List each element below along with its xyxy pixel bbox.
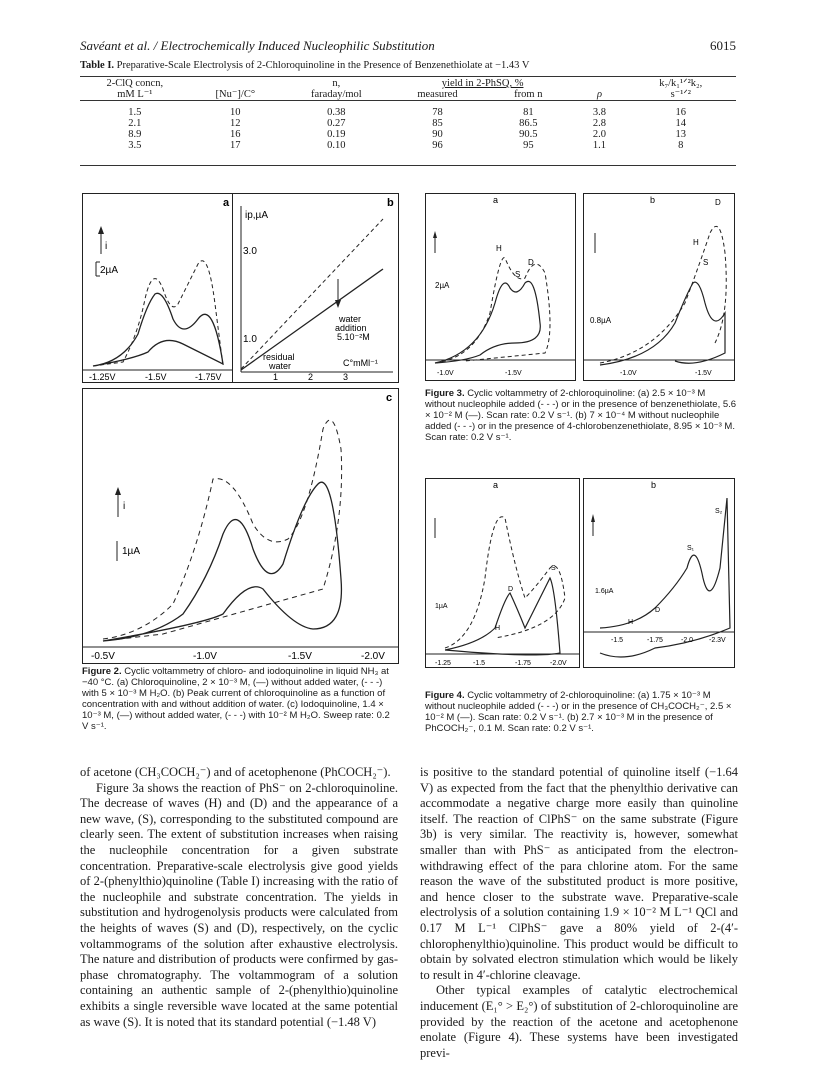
table-cell: 17 <box>230 140 241 151</box>
y-tick: 1.0 <box>243 334 257 345</box>
wave-label-d: D <box>528 258 534 267</box>
figure4 <box>425 478 735 668</box>
tick-label: -1.0V <box>620 370 637 377</box>
panel-letter: b <box>650 195 656 205</box>
caption-label: Figure 3. <box>425 388 465 399</box>
caption-label: Figure 4. <box>425 690 465 701</box>
tick-label: -2.0 <box>681 637 694 644</box>
scale-bar: 0.8µA <box>590 316 612 325</box>
table-cell: 2.8 <box>592 118 607 129</box>
wave-label-s: S <box>515 270 521 279</box>
th-from-n: from n <box>514 89 543 100</box>
table-cell: 1.5 <box>128 107 142 118</box>
wave-label-d: D <box>655 607 661 614</box>
scale-bar: 2µA <box>435 281 450 290</box>
th-ratio: [Nu⁻]/C° <box>215 89 256 100</box>
annotation: 5.10⁻²M <box>337 332 370 342</box>
table-top-rule <box>80 76 736 77</box>
tick-label: -1.0V <box>437 370 454 377</box>
tick-label: -1.75 <box>647 637 663 644</box>
x-tick: 2 <box>308 372 314 382</box>
th-n: n, <box>332 78 341 89</box>
table-cell: 90.5 <box>519 129 538 140</box>
table-cell: 8 <box>678 140 684 151</box>
caption-text: Cyclic voltammetry of 2-chloroquinoline: (a) 2.5 × 10⁻³ M without nucleophile added (- - -) or in the presence of benzenethiolate, 5.6 × 10⁻² M (—). Scan rate: 0.2 V s⁻¹. (b) 7 × 10⁻⁴ M without nucleophile added (- - -) or in the presence of 4-chlorobenzenethiolate, 8.95 × 10⁻³ M. Scan rate: 0.2 V s⁻¹. <box>425 388 737 443</box>
tick-label: -1.5V <box>695 370 712 377</box>
table-cell: 0.19 <box>327 129 346 140</box>
table-caption-text: Preparative-Scale Electrolysis of 2-Chloroquinoline in the Presence of Benzenethiolate at −1.43 V <box>114 60 530 71</box>
table-cell: 1.1 <box>592 140 607 151</box>
tick-label: -1.25V <box>89 372 116 382</box>
table-header-row-1 <box>80 78 736 89</box>
tick-label: -2.3V <box>709 637 726 644</box>
caption-text: Cyclic voltammetry of 2-chloroquinoline: (a) 1.75 × 10⁻³ M without nucleophile added (- - -) or in the presence of CH₃COCH₂⁻, 2.5 × 10⁻² M (—). Scan rate: 0.2 V s⁻¹. (b) 2.7 × 10⁻³ M in the presence of PhCOCH₂⁻, 0.1 M. Scan rate: 0.2 V s⁻¹. <box>425 690 732 734</box>
figure4-caption <box>425 690 737 734</box>
table-cell: 81 <box>523 107 534 118</box>
table-header-row-2 <box>80 89 736 101</box>
panel-letter: c <box>386 392 393 404</box>
panel-letter: a <box>493 195 499 205</box>
table-row <box>80 140 736 151</box>
y-axis-label: ip,µA <box>245 210 268 221</box>
table-row <box>80 107 736 118</box>
scale-bar: 1.6µA <box>595 588 614 595</box>
th-conc: 2-ClQ concn, <box>106 78 164 89</box>
running-title: Savéant et al. / Electrochemically Induced Nucleophilic Substitution <box>80 38 435 53</box>
body-column-left <box>80 765 398 1030</box>
table-1 <box>80 78 736 151</box>
panel-letter: b <box>387 197 394 209</box>
table-bottom-rule <box>80 165 736 166</box>
caption-label: Figure 2. <box>82 666 122 677</box>
x-tick: 3 <box>343 372 349 382</box>
th-n-unit: faraday/mol <box>311 89 362 100</box>
paragraph: Other typical examples of catalytic electrochemical inducement (E₁° > E₂°) of substitution of 2-chloroquinoline are provided by the reaction of the acetone and acetophenone enolate (Figure 4). These systems have been investigated previ- <box>420 983 738 1060</box>
table-cell: 13 <box>675 129 686 140</box>
page-number: 6015 <box>710 38 736 53</box>
scale-bar: 2µA <box>100 265 118 276</box>
table-cell: 0.27 <box>327 118 346 129</box>
table-cell: 16 <box>675 107 686 118</box>
panel-letter: b <box>651 480 657 490</box>
y-tick: 3.0 <box>243 246 257 257</box>
wave-label-s: S <box>703 258 709 267</box>
table-row <box>80 118 736 129</box>
i-label: i <box>105 241 108 252</box>
th-measured: measured <box>417 89 458 100</box>
table-cell: 86.5 <box>519 118 538 129</box>
table-caption <box>80 60 529 71</box>
figure2-panel-c <box>82 388 399 664</box>
tick-label: -1.25 <box>435 660 451 667</box>
wave-label-s: S <box>551 565 556 572</box>
table-row <box>80 129 736 140</box>
table-cell: 0.38 <box>327 107 346 118</box>
table-cell: 0.10 <box>327 140 346 151</box>
figure2-panel-a <box>82 193 234 383</box>
tick-label: -1.0V <box>193 651 217 662</box>
th-k-unit: s⁻¹ᐟ² <box>670 89 691 100</box>
scale-bar: 1µA <box>435 603 448 610</box>
tick-label: -2.0V <box>550 660 567 667</box>
wave-label-s1: S₁ <box>687 545 695 552</box>
annotation: addition <box>335 323 367 333</box>
table-cell: 8.9 <box>128 129 142 140</box>
i-label: i <box>123 501 126 512</box>
table-caption-label: Table I. <box>80 60 115 71</box>
wave-label-h: H <box>693 238 699 247</box>
caption-text: Cyclic voltammetry of chloro- and iodoquinoline in liquid NH₃ at −40 °C. (a) Chloroquinoline, 2 × 10⁻³ M, (—) without added water, (- - -) with 5 × 10⁻³ M H₂O. (b) Peak current of chloroquinoline as a function of concentration with and without addition of water. (c) Iodoquinoline, 1.4 × 10⁻³ M, (—) without added water, (- - -) with 10⁻² M H₂O. Sweep rate: 0.2 V s⁻¹. <box>82 666 390 732</box>
annotation: water <box>339 314 362 324</box>
panel-letter: a <box>223 197 230 209</box>
tick-label: -1.75 <box>515 660 531 667</box>
table-cell: 85 <box>432 118 443 129</box>
tick-label: -1.5 <box>473 660 486 667</box>
wave-label-s2: S₂ <box>715 508 723 515</box>
table-cell: 3.5 <box>128 140 142 151</box>
th-rho: ρ <box>596 89 602 100</box>
x-axis-label: C°mMl⁻¹ <box>343 358 378 368</box>
tick-label: -1.75V <box>195 372 222 382</box>
figure3-caption <box>425 388 737 443</box>
table-cell: 12 <box>230 118 241 129</box>
paragraph: is positive to the standard potential of quinoline itself (−1.64 V) as expected from the fact that the phenylthio derivative can accommodate a negative charge more easily than quinoline itself. The reaction of ClPhS⁻ on the same substrate (Figure 3b) is very similar. The reactivity is, however, somewhat smaller than with PhS⁻ as anticipated from the electron-withdrawing effect of the para chlorine atom. For the same reason the wave of the substituted product is more positive, and hence closer to the substrate wave. Preparative-scale electrolysis of a solution containing 1.9 × 10⁻² M L⁻¹ QCl and 0.17 M L⁻¹ ClPhS⁻ gave a 80% yield of 2-(4′-chlorophenylthio)quinoline. This product would be difficult to obtain by solvated electron stimulation which would be likely to result in 4′-chlorine cleavage. <box>420 765 738 982</box>
tick-label: -1.5V <box>288 651 312 662</box>
table-cell: 90 <box>432 129 443 140</box>
table-cell: 14 <box>675 118 686 129</box>
tick-label: -2.0V <box>361 651 385 662</box>
tick-label: -1.5V <box>505 370 522 377</box>
annotation: residual <box>263 352 295 362</box>
paragraph: Figure 3a shows the reaction of PhS⁻ on 2-chloroquinoline. The decrease of waves (H) and (D) and the appearance of a new wave, (S), corresponding to the substituted compound are clearly seen. The extent of substitution increases when raising the nucleophile concentration for a given substrate concentration. Preparative-scale electrolysis give good yields of 2-(phenylthio)quinoline (Table I) increasing with the ratio of the nucleophile and substrate concentration. The yields in substitution and hydrogenolysis products were calculated from the heights of waves (S) and (D), respectively, on the cyclic voltammograms of the solution after exhaustive electrolysis. The nature and distribution of products were confirmed by gas-phase chromatography. The voltammogram of a solution containing an authentic sample of 2-(phenylthio)quinoline exhibits a single reversible wave located at the same potential as wave (S). It is noted that its standard potential (−1.48 V) <box>80 780 398 1029</box>
x-tick: 1 <box>273 372 279 382</box>
th-k: k₇/k₁¹ᐟ²k₂, <box>659 78 703 89</box>
wave-label-h: H <box>496 244 502 253</box>
tick-label: -1.5V <box>145 372 167 382</box>
table-cell: 10 <box>230 107 241 118</box>
table-cell: 96 <box>432 140 443 151</box>
body-column-right <box>420 765 738 1061</box>
paragraph: of acetone (CH₃COCH₂⁻) and of acetophenone (PhCOCH₂⁻). <box>80 765 391 779</box>
table-cell: 95 <box>523 140 534 151</box>
figure2-panel-b <box>232 193 399 383</box>
table-cell: 3.8 <box>592 107 607 118</box>
panel-letter: a <box>493 480 499 490</box>
wave-label-d: D <box>715 198 721 207</box>
th-yield-group: yield in 2-PhSQ, % <box>441 78 524 89</box>
tick-label: -0.5V <box>91 651 115 662</box>
table-cell: 2.0 <box>592 129 607 140</box>
figure2-caption <box>82 666 398 732</box>
scale-bar: 1µA <box>122 546 140 557</box>
th-conc-unit: mM L⁻¹ <box>117 89 153 100</box>
figure3 <box>425 193 735 381</box>
table-cell: 78 <box>432 107 443 118</box>
annotation: water <box>269 361 292 371</box>
table-cell: 16 <box>230 129 241 140</box>
wave-label-h: H <box>628 619 634 626</box>
wave-label-h: H <box>495 625 501 632</box>
tick-label: -1.5 <box>611 637 624 644</box>
table-cell: 2.1 <box>128 118 142 129</box>
wave-label-d: D <box>508 586 514 593</box>
